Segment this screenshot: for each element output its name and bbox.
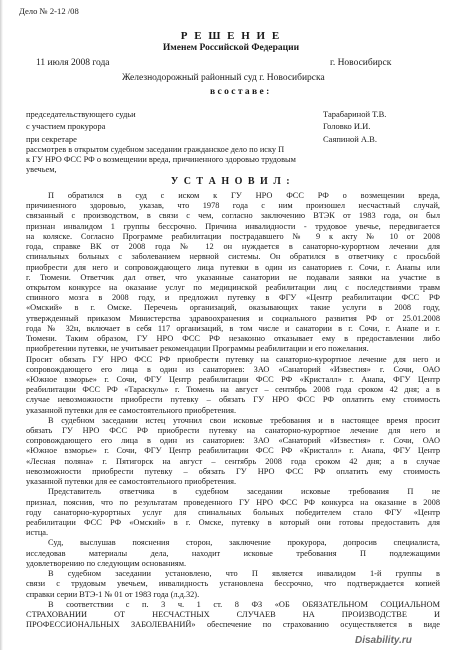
composition-name: Головко И.И. [323, 121, 371, 131]
body-line: причиненного здоровью, указав, что 1978 года с ним произошел несчастный случай, [26, 201, 440, 211]
body-line: приобретении путевки, не учитывает рекомендации Программы реабилитации и его пожелания. [26, 344, 369, 354]
body-line: В судебном заседании истец уточнил свои исковые требования и в настоящее время просит [48, 415, 440, 425]
intro-line: рассмотрев в открытом судебном заседании гражданское дело по иску П [26, 145, 285, 154]
body-line: истца. [26, 528, 49, 538]
body-line: сопровождающего его лица в один из санаториев: ЗАО «Санаторий «Известия» г. Сочи, ОАО [26, 436, 440, 446]
body-line: справки серии ВТЭ-1 № 01 от 1983 года (л.д.32). [26, 589, 200, 599]
body-line: СТРАХОВАНИИ ОТ НЕСЧАСТНЫХ СЛУЧАЕВ НА ПРОИЗВОДСТВЕ И [26, 609, 440, 619]
body-line: сопровождающего его лица в один из санаториев: ЗАО «Санаторий «Известия» г. Сочи, ОАО [26, 364, 440, 374]
body-line: связи с трудовым увечьем, инвалидность установлена бессрочно, что подтверждается копией [26, 579, 440, 589]
body-line: связанный с производством, в связи с чем, согласно заключению ВТЭК от 1983 года, он был [26, 211, 440, 221]
body-line: П обратился в суд с иском к ГУ НРО ФСС РФ о возмещении вреда, [48, 191, 440, 200]
body-line: г. Тюмени. Ответчик дал ответ, что указанные санатории не подавали заявки на участие в [26, 272, 440, 282]
body-line: «Южное взморье» г. Сочи, ФГУ Центр реабилитации ФСС РФ «Кристалл» г. Анапа, ФГУ Центр [26, 446, 440, 456]
intro-line: к ГУ НРО ФСС РФ о возмещении вреда, причиненного здоровью трудовым [26, 155, 296, 164]
body-line: обязать ГУ НРО ФСС РФ приобрести путевку на санаторно-курортное лечение для него и [26, 426, 440, 436]
composition-name: Тарабариной Т.В. [323, 109, 387, 119]
decision-body [26, 191, 440, 630]
page-binding-edge [0, 0, 3, 650]
body-line: «Омский» в г. Омске. Перечень организаций, оказывающих такие услуги в 2008 году, [26, 303, 440, 313]
body-line: утвержденный приказом Министерства здравоохранения и социального развития РФ от 25.01.2008 [26, 313, 440, 323]
composition-label: с участием прокурора [26, 121, 106, 131]
document-title: Р Е Ш Е Н И Е [180, 30, 282, 42]
composition-label: при секретаре [26, 134, 77, 144]
body-line: реабилитации ФСС РФ «Тараскуль» г. Тюмень на август – сентябрь 2008 года сроком 42 дня; а в [26, 385, 440, 395]
decision-city: г. Новосибирск [330, 58, 392, 68]
body-line: В соответствии с п. 3 ч. 1 ст. 8 ФЗ «ОБ ОБЯЗАТЕЛЬНОМ СОЦИАЛЬНОМ [48, 599, 440, 609]
body-line: приобрести для него и сопровождающего лица путевки в один из санаториев г. Сочи, г. Анапы или [26, 262, 440, 272]
case-number: Дело № 2-12 /08 [19, 6, 79, 16]
body-line: году санаторно-курортных услуг для спинальных больных победителем стало ФГУ «Центр [26, 507, 440, 517]
body-line: «Лесная поляна» г. Пятигорск на август – сентябрь 2008 года сроком 42 дня; а в случае [26, 456, 440, 466]
body-line: реабилитации ФСС РФ «Омский» в г. Омске, путевку в который они готовы предоставить для [26, 518, 440, 527]
decision-date: 11 июля 2008 года [36, 58, 110, 68]
body-line: Представитель ответчика в судебном заседании исковые требования П не [48, 487, 440, 497]
court-name: Железнодорожный районный суд г. Новосибирска [122, 73, 325, 83]
body-line: указанной путевки для ее самостоятельного приобретения. [26, 405, 237, 415]
ustanovil-heading: У С Т А Н О В И Л : [170, 176, 292, 187]
body-line: указанной путевки для ее самостоятельного приобретения. [26, 477, 237, 487]
body-line: невозможности приобрести путевку – обязать ГУ НРО ФСС РФ оплатить ему стоимость [26, 466, 440, 476]
composition-label: председательствующего судьи [26, 109, 136, 119]
body-line: года № 32н, включает в себя 117 организаций, в том числе и санатории в г. Сочи, г. Анапе и г. [26, 323, 440, 333]
body-line: исследовав материалы дела, находит исковые требования П подлежащими [26, 548, 440, 558]
body-line: признан инвалидом 1 группы бессрочно. Причина инвалидности - трудовое увечье, передвигается [26, 221, 440, 231]
intro-line: увечьем, [26, 165, 57, 174]
body-line: В судебном заседании установлено, что П является инвалидом 1-й группы в [48, 569, 440, 579]
document-subtitle: Именем Российской Федерации [162, 43, 300, 53]
body-line: спинальных больных с заболеванием нервной системы. Он обратился в ответчику с просьбой [26, 252, 440, 262]
composition-heading: в с о с т а в е : [210, 87, 270, 97]
composition-name: Саяпиной А.В. [323, 134, 377, 144]
body-line: на коляске. Согласно Программе реабилитации пострадавшего № 9 к акту № 10 от 2008 [26, 231, 440, 241]
body-line: спинного мозга в 2008 году, и предложил путевку в ФГУ «Центр реабилитации ФСС РФ [26, 293, 440, 303]
body-line: Просит обязать ГУ НРО ФСС РФ приобрести путевку на санаторно-курортное лечение для него и [26, 354, 440, 364]
body-line: удовлетворению по следующим основаниям. [26, 558, 187, 568]
watermark: Disability.ru [355, 635, 412, 646]
body-line: открытом конкурсе на оказание услуг по медицинской реабилитации лиц с последствиями травм [26, 282, 440, 292]
body-line: года, справке ВК от 2008 года № 12 он нуждается в санаторно-курортном лечении для [26, 242, 440, 252]
body-line: признал, пояснив, что по результатам проведенного ГУ НРО ФСС РФ конкурса на оказание в 2008 [26, 497, 440, 507]
body-line: ПРОФЕССИОНАЛЬНЫХ ЗАБОЛЕВАНИЙ» обеспечение по страхованию осуществляется в виде [26, 620, 440, 630]
body-line: Тюмени. Таким образом, ГУ НРО ФСС РФ незаконно отказывает ему в предоставлении либо [26, 334, 440, 344]
body-line: «Южное взморье» г. Сочи, ФГУ Центр реабилитации ФСС РФ «Кристалл» г. Анапа, ФГУ Центр [26, 374, 440, 384]
body-line: случае невозможности приобрести путевку – обязать ГУ НРО ФСС РФ оплатить ему стоимость [26, 395, 440, 405]
body-line: Суд, выслушав пояснения сторон, заключение прокурора, допросив специалиста, [48, 538, 440, 548]
